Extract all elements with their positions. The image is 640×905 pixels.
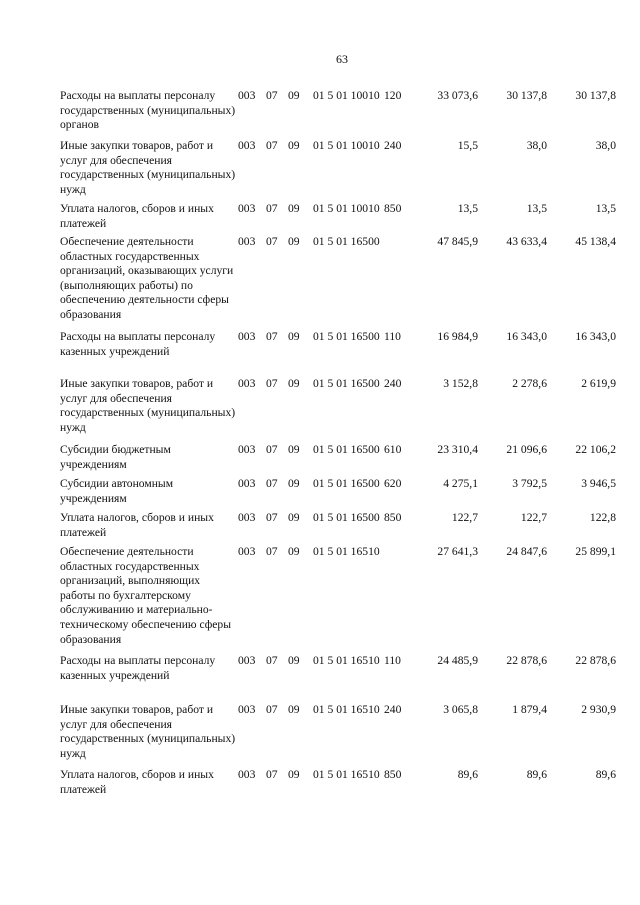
amount-year-2: 43 633,4 [506,235,547,248]
ministry-code: 003 [238,545,256,558]
expense-type-code: 850 [384,202,402,215]
amount-year-2: 2 278,6 [512,377,547,390]
page-number: 63 [336,52,348,66]
subsection-code: 09 [288,768,300,781]
ministry-code: 003 [238,768,256,781]
expense-name: Уплата налогов, сборов и иных платежей [60,202,214,230]
expense-name: Расходы на выплаты персоналу казенных учреждений [60,330,216,358]
expense-name: Обеспечение деятельности областных государственных организаций, выполняющих работы по бухгалтерскому обслуживанию и материально-техническому обеспечению сферы образования [60,545,231,646]
amount-year-2: 3 792,5 [512,477,547,490]
subsection-code: 09 [288,545,300,558]
ministry-code: 003 [238,511,256,524]
ministry-code: 003 [238,703,256,716]
amount-year-2: 22 878,6 [506,654,547,667]
expense-name: Расходы на выплаты персоналу государственных (муниципальных) органов [60,89,236,132]
target-article-code: 01 5 01 16500 [313,443,380,456]
amount-year-1: 47 845,9 [437,235,478,248]
ministry-code: 003 [238,235,256,248]
amount-year-1: 27 641,3 [437,545,478,558]
expense-type-code: 850 [384,511,402,524]
amount-year-3: 16 343,0 [575,330,616,343]
amount-year-1: 4 275,1 [443,477,478,490]
amount-year-3: 22 106,2 [575,443,616,456]
amount-year-2: 30 137,8 [506,89,547,102]
amount-year-2: 16 343,0 [506,330,547,343]
amount-year-3: 2 930,9 [581,703,616,716]
amount-year-1: 15,5 [457,139,478,152]
expense-type-code: 120 [384,89,402,102]
section-code: 07 [266,443,278,456]
expense-name: Иные закупки товаров, работ и услуг для обеспечения государственных (муниципальных) нужд [60,703,236,760]
amount-year-3: 2 619,9 [581,377,616,390]
amount-year-1: 3 152,8 [443,377,478,390]
target-article-code: 01 5 01 16510 [313,654,380,667]
ministry-code: 003 [238,477,256,490]
section-code: 07 [266,235,278,248]
subsection-code: 09 [288,703,300,716]
amount-year-2: 13,5 [526,202,547,215]
section-code: 07 [266,89,278,102]
expense-name: Уплата налогов, сборов и иных платежей [60,768,214,796]
section-code: 07 [266,330,278,343]
subsection-code: 09 [288,377,300,390]
ministry-code: 003 [238,654,256,667]
section-code: 07 [266,202,278,215]
expense-name: Субсидии бюджетным учреждениям [60,443,171,471]
expense-name: Уплата налогов, сборов и иных платежей [60,511,214,539]
amount-year-3: 3 946,5 [581,477,616,490]
subsection-code: 09 [288,443,300,456]
expense-type-code: 240 [384,703,402,716]
section-code: 07 [266,703,278,716]
section-code: 07 [266,511,278,524]
amount-year-2: 38,0 [526,139,547,152]
amount-year-3: 13,5 [595,202,616,215]
section-code: 07 [266,139,278,152]
subsection-code: 09 [288,89,300,102]
expense-name: Субсидии автономным учреждениям [60,477,174,505]
section-code: 07 [266,377,278,390]
section-code: 07 [266,768,278,781]
amount-year-2: 21 096,6 [506,443,547,456]
expense-name: Обеспечение деятельности областных государственных организаций, оказывающих услуги (выполняющих работы) по обеспечению деятельности сферы образования [60,235,234,321]
amount-year-1: 13,5 [457,202,478,215]
amount-year-1: 33 073,6 [437,89,478,102]
expense-name: Иные закупки товаров, работ и услуг для обеспечения государственных (муниципальных) нужд [60,377,236,434]
expense-type-code: 850 [384,768,402,781]
amount-year-3: 38,0 [595,139,616,152]
ministry-code: 003 [238,377,256,390]
amount-year-1: 23 310,4 [437,443,478,456]
amount-year-1: 122,7 [451,511,478,524]
expense-name: Расходы на выплаты персоналу казенных учреждений [60,654,216,682]
amount-year-2: 1 879,4 [512,703,547,716]
subsection-code: 09 [288,235,300,248]
target-article-code: 01 5 01 10010 [313,89,380,102]
target-article-code: 01 5 01 16500 [313,235,380,248]
subsection-code: 09 [288,654,300,667]
target-article-code: 01 5 01 16500 [313,511,380,524]
subsection-code: 09 [288,477,300,490]
amount-year-3: 30 137,8 [575,89,616,102]
expense-type-code: 110 [384,654,401,667]
section-code: 07 [266,654,278,667]
expense-type-code: 110 [384,330,401,343]
amount-year-1: 3 065,8 [443,703,478,716]
target-article-code: 01 5 01 16510 [313,768,380,781]
amount-year-2: 24 847,6 [506,545,547,558]
expense-type-code: 610 [384,443,402,456]
expense-type-code: 240 [384,139,402,152]
ministry-code: 003 [238,443,256,456]
ministry-code: 003 [238,202,256,215]
amount-year-3: 22 878,6 [575,654,616,667]
amount-year-1: 24 485,9 [437,654,478,667]
subsection-code: 09 [288,139,300,152]
target-article-code: 01 5 01 16510 [313,703,380,716]
amount-year-1: 16 984,9 [437,330,478,343]
amount-year-3: 45 138,4 [575,235,616,248]
expense-type-code: 620 [384,477,402,490]
ministry-code: 003 [238,139,256,152]
expense-type-code: 240 [384,377,402,390]
subsection-code: 09 [288,330,300,343]
target-article-code: 01 5 01 16510 [313,545,380,558]
section-code: 07 [266,545,278,558]
target-article-code: 01 5 01 16500 [313,377,380,390]
amount-year-3: 25 899,1 [575,545,616,558]
target-article-code: 01 5 01 16500 [313,330,380,343]
ministry-code: 003 [238,89,256,102]
target-article-code: 01 5 01 10010 [313,202,380,215]
amount-year-3: 122,8 [589,511,616,524]
target-article-code: 01 5 01 16500 [313,477,380,490]
amount-year-1: 89,6 [457,768,478,781]
subsection-code: 09 [288,511,300,524]
ministry-code: 003 [238,330,256,343]
amount-year-3: 89,6 [595,768,616,781]
amount-year-2: 122,7 [520,511,547,524]
amount-year-2: 89,6 [526,768,547,781]
target-article-code: 01 5 01 10010 [313,139,380,152]
expense-name: Иные закупки товаров, работ и услуг для обеспечения государственных (муниципальных) нужд [60,139,236,196]
section-code: 07 [266,477,278,490]
subsection-code: 09 [288,202,300,215]
